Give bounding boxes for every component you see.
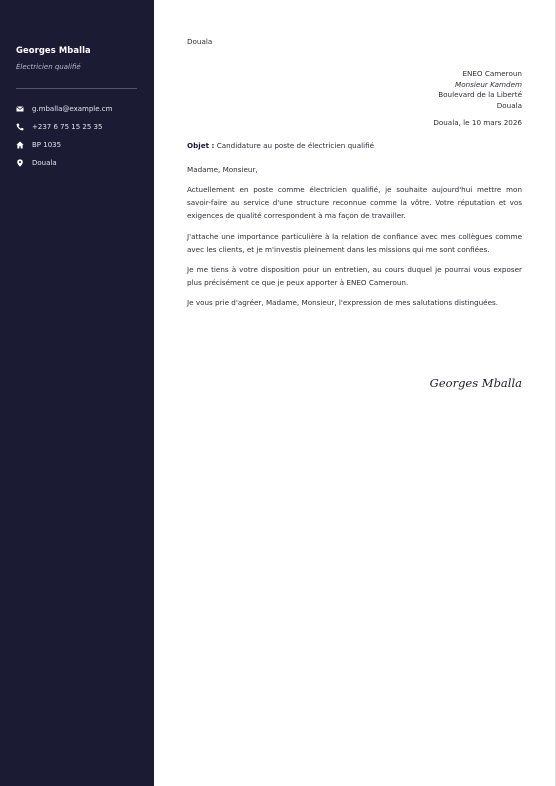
- subject-label: Objet :: [187, 141, 215, 150]
- recipient-city: Douala: [496, 100, 522, 110]
- sidebar-divider: [16, 88, 137, 89]
- envelope-icon: [16, 105, 24, 113]
- contact-address-text: BP 1035: [32, 141, 62, 149]
- contact-address: [16, 139, 61, 151]
- body-paragraph: Actuellement en poste comme électricien qualifié, je souhaite aujourd'hui mettre mon savoir-faire au service d'une structure reconnue comme la vôtre. Votre réputation et vos exigences de qualité correspondent à ma façon de travailler.: [187, 185, 522, 221]
- recipient-contact: Monsieur Kamdem: [455, 79, 522, 89]
- sender-job-title: Électricien qualifié: [16, 63, 81, 71]
- letter-body: [187, 183, 522, 317]
- sender-name: Georges Mballa: [16, 45, 91, 55]
- recipient-block: [438, 69, 522, 111]
- signature: Georges Mballa: [429, 376, 522, 390]
- body-paragraph: J'attache une importance particulière à la relation de confiance avec mes collègues comme avec les clients, et je m'investis pleinement dans les missions qui me sont confiées.: [187, 231, 522, 254]
- location-pin-icon: [16, 159, 24, 167]
- phone-icon: [16, 123, 24, 131]
- sender-city: Douala: [187, 37, 213, 46]
- contact-city: [16, 157, 57, 169]
- recipient-street: Boulevard de la Liberté: [438, 90, 522, 99]
- body-paragraph: Je vous prie d'agréer, Madame, Monsieur, l'expression de mes salutations distinguées.: [187, 298, 499, 308]
- contact-phone: [16, 121, 102, 133]
- contact-email: [16, 103, 112, 115]
- body-paragraph: Je me tiens à votre disposition pour un entretien, au cours duquel je pourrai vous exposer plus précisément ce que je peux apporter à ENEO Cameroun.: [187, 265, 522, 288]
- contact-city-text: Douala: [32, 159, 57, 167]
- sidebar: [0, 0, 154, 786]
- subject-text: Candidature au poste de électricien qualifié: [214, 141, 375, 150]
- salutation: Madame, Monsieur,: [187, 165, 258, 174]
- contact-email-text: g.mballa@example.cm: [32, 105, 113, 113]
- home-icon: [16, 141, 24, 149]
- letter-date: Douala, le 10 mars 2026: [433, 118, 522, 127]
- subject-line: [187, 141, 374, 150]
- contact-phone-text: +237 6 75 15 25 35: [32, 123, 103, 131]
- recipient-company: ENEO Cameroun: [462, 69, 522, 78]
